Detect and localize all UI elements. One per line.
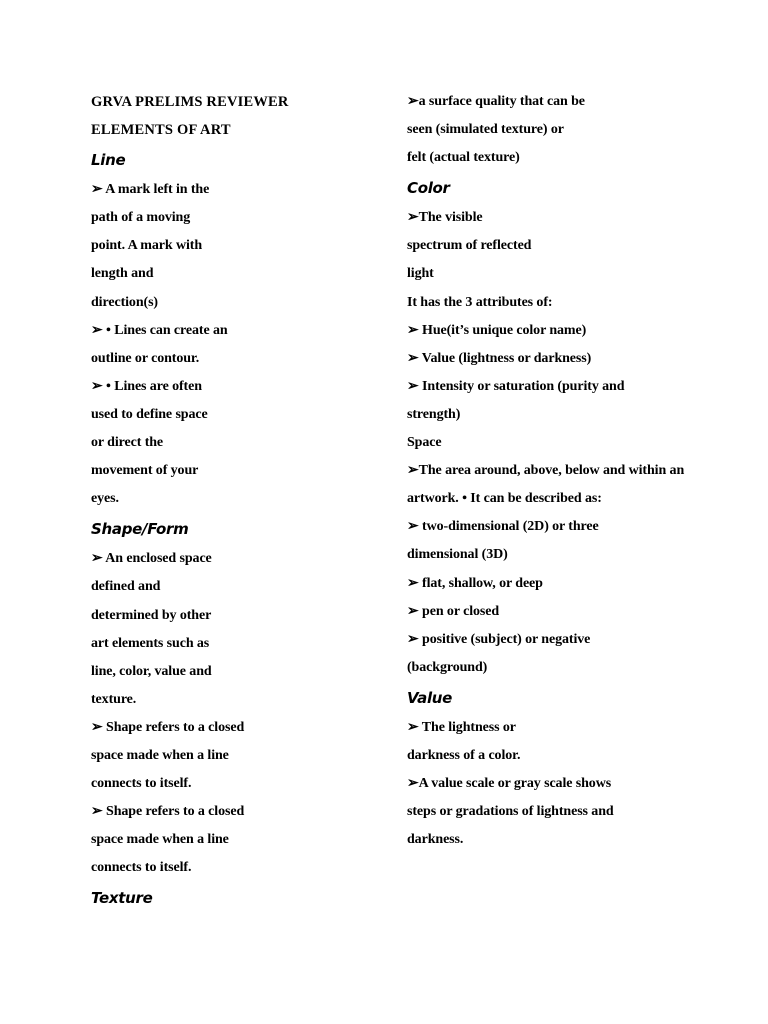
- text-line: ➢ Shape refers to a closed: [91, 719, 245, 735]
- section-heading: Line: [91, 151, 126, 170]
- text-line: darkness of a color.: [407, 747, 521, 763]
- text-line: ➢ Hue(it’s unique color name): [407, 322, 587, 338]
- text-line: strength): [407, 406, 461, 422]
- text-line: dimensional (3D): [407, 547, 508, 563]
- section-heading: Texture: [91, 889, 153, 908]
- text-line: ➢ Shape refers to a closed: [91, 804, 245, 820]
- right-column: [407, 88, 697, 854]
- text-line: felt (actual texture): [407, 150, 520, 166]
- text-line: path of a moving: [91, 210, 191, 226]
- text-line: (background): [407, 659, 488, 675]
- text-line: defined and: [91, 579, 161, 595]
- text-line: ➢ pen or closed: [407, 603, 500, 619]
- left-column: [91, 88, 391, 914]
- text-line: ➢ positive (subject) or negative: [407, 631, 591, 647]
- text-line: ➢ Intensity or saturation (purity and: [407, 378, 625, 394]
- text-line: ➢ • Lines are often: [91, 378, 202, 394]
- text-line: direction(s): [91, 294, 158, 310]
- text-line: space made when a line: [91, 832, 229, 848]
- text-line: determined by other: [91, 607, 212, 623]
- text-line: line, color, value and: [91, 663, 212, 679]
- text-line: It has the 3 attributes of:: [407, 294, 553, 310]
- text-line: ➢The area around, above, below and within an: [407, 463, 685, 479]
- text-line: art elements such as: [91, 635, 210, 651]
- section-heading: Shape/Form: [91, 520, 189, 539]
- text-line: ➢The visible: [407, 210, 483, 226]
- document-title: ELEMENTS OF ART: [91, 122, 231, 139]
- text-line: movement of your: [91, 463, 199, 479]
- text-line: connects to itself.: [91, 776, 192, 792]
- text-line: used to define space: [91, 406, 208, 422]
- text-line: ➢a surface quality that can be: [407, 94, 585, 109]
- text-line: artwork. • It can be described as:: [407, 491, 602, 507]
- text-line: outline or contour.: [91, 350, 200, 366]
- text-line: spectrum of reflected: [407, 238, 532, 254]
- text-line: eyes.: [91, 491, 119, 507]
- section-heading: Color: [407, 179, 450, 198]
- text-line: ➢ flat, shallow, or deep: [407, 575, 543, 591]
- text-line: ➢ A mark left in the: [91, 182, 210, 198]
- text-line: ➢ Value (lightness or darkness): [407, 350, 592, 366]
- text-line: point. A mark with: [91, 238, 202, 254]
- text-line: light: [407, 266, 434, 282]
- text-line: seen (simulated texture) or: [407, 122, 564, 138]
- section-heading: Value: [407, 688, 453, 707]
- text-line: connects to itself.: [91, 860, 192, 876]
- text-line: space made when a line: [91, 747, 229, 763]
- text-line: or direct the: [91, 435, 164, 451]
- text-line: length and: [91, 266, 154, 282]
- text-line: ➢ two-dimensional (2D) or three: [407, 519, 599, 535]
- text-line: ➢ The lightness or: [407, 719, 516, 735]
- text-line: ➢ • Lines can create an: [91, 322, 228, 338]
- text-line: texture.: [91, 691, 137, 707]
- text-line: Space: [407, 435, 442, 451]
- text-line: darkness.: [407, 832, 464, 848]
- text-line: ➢ An enclosed space: [91, 551, 212, 567]
- text-line: ➢A value scale or gray scale shows: [407, 776, 612, 792]
- text-line: steps or gradations of lightness and: [407, 804, 614, 820]
- document-title: GRVA PRELIMS REVIEWER: [91, 94, 289, 110]
